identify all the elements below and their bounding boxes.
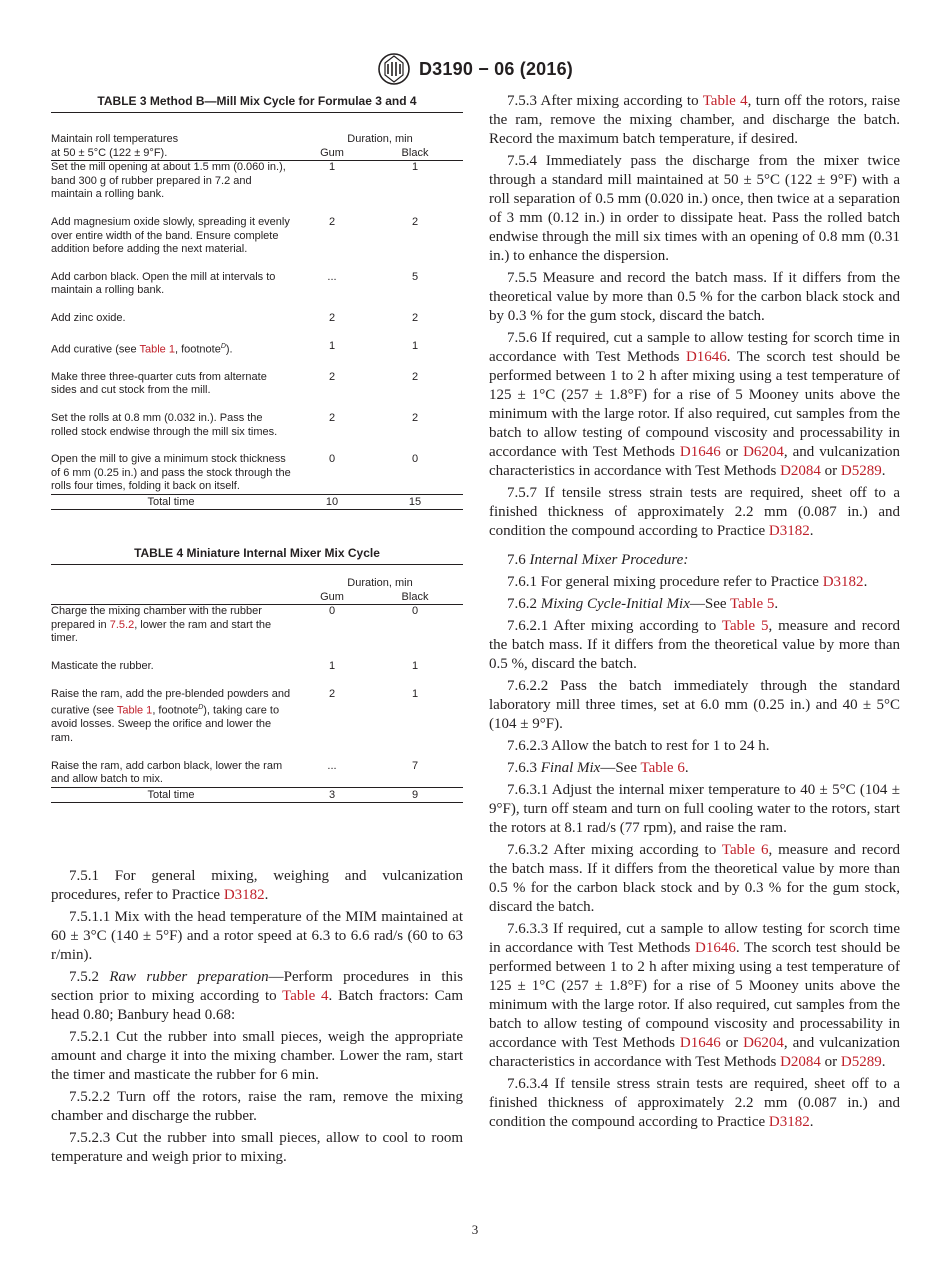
text-run: , measure and record the batch mass. If it differs from the theoretical value by more than 0.5 % for the carbon black stock and by 0.3 % for the gum stock, discard the batch. [489, 842, 901, 915]
text-run: —See [600, 760, 641, 776]
text-run: . [863, 574, 868, 590]
table1-link[interactable]: Table 1 [139, 343, 175, 356]
paragraph-7-5-2-3: 7.5.2.3 Cut the rubber into small pieces, allow to cool to room temperature and weigh prior to mixing. [51, 1129, 463, 1165]
paragraph-7-5-2-1: 7.5.2.1 Cut the rubber into small pieces, weigh the appropriate amount and charge it into the mixing chamber. Lower the ram, start the timer and masticate the rubber for 6 min. [51, 1028, 463, 1083]
table4-top-rule [51, 564, 463, 565]
table4-total-gum: 3 [297, 787, 367, 802]
d3182-link[interactable]: D3182 [768, 523, 810, 539]
text-run: . [774, 596, 779, 612]
paragraph-7-5-6 [489, 329, 900, 481]
text-run: . The scorch test should be performed between 1 to 2 h after mixing using a test temperature of 125 ± 1°C (257 ± 1.8°F) for a rise of 5 Mooney units above the minimum with the large rotor. If also required, cut samples from the batch to allow testing of compound viscosity and processability in accordance with Test Methods [489, 940, 900, 1051]
paragraph-7-5-4: 7.5.4 Immediately pass the discharge from the mixer twice through a standard mill maintained at 50 ± 5°C (122 ± 9°F) with a roll separation of 0.5 mm (0.020 in.) once, then twice at a separation of 3 mm (0.12 in.) in order to dissipate heat. Pass the rolled batch endwise through the mill six times with an opening of 0.8 mm (0.31 in.) to enhance the dispersion. [489, 153, 900, 264]
d3182-link[interactable]: D3182 [822, 574, 864, 590]
table4-total-label: Total time [51, 787, 297, 802]
d1646-link[interactable]: D1646 [685, 349, 727, 365]
table3-total-gum: 10 [297, 494, 367, 509]
text-run: 7.5.7 If tensile stress strain tests are required, sheet off to a finished thickness of approximately 2.2 mm (0.087 in.) and condition the compound according to Practice [489, 485, 900, 539]
text-run: . [881, 1054, 886, 1070]
page-number: 3 [471, 1222, 479, 1237]
table-row [51, 605, 463, 660]
table-row [51, 760, 463, 788]
table-row [51, 453, 463, 494]
table4-step-black: 1 [411, 687, 419, 700]
paragraph-7-6-2-2: 7.6.2.2 Pass the batch immediately through the standard laboratory mill three times, set at 6.0 mm (0.25 in.) and 40 ± 5°C (104 ± 9°F). [489, 678, 900, 732]
section-7-5-2-link[interactable]: 7.5.2 [109, 618, 135, 631]
text-run: or [820, 1054, 841, 1070]
paragraph-7-6-3-2 [489, 841, 900, 917]
table4-total-row [51, 787, 463, 802]
paragraph-7-5-2 [51, 968, 463, 1025]
table3-total-black: 15 [367, 494, 463, 509]
table3-step-gum: 0 [328, 453, 336, 466]
table3-head-duration: Duration, min [347, 133, 413, 145]
table3-head-gum: Gum [297, 147, 367, 161]
text-run: 7.6 [507, 552, 530, 568]
text-run-italic: Internal Mixer Procedure: [529, 552, 689, 568]
table1-link[interactable]: Table 1 [116, 704, 153, 717]
text-run: ), taking care to avoid losses. Sweep the orifice and lower the ram. [51, 704, 280, 744]
paragraph-7-6-3 [489, 759, 900, 778]
text-run: or [820, 463, 841, 479]
text-run: 7.5.1 For general mixing, weighing and vulcanization procedures, refer to Practice [51, 867, 463, 903]
paragraph-7-5-3 [489, 92, 900, 149]
table4-head-gum: Gum [297, 591, 367, 605]
d1646-link[interactable]: D1646 [695, 940, 736, 956]
table-row [51, 412, 463, 453]
text-run: , and vulcanization characteristics in accordance with Test Methods [489, 1035, 900, 1070]
text-run: 7.6.1 For general mixing procedure refer to Practice [507, 574, 823, 590]
table3-step-black: 5 [411, 270, 419, 283]
text-run: , measure and record the batch mass. If it differs from the theoretical value by more than 0.5 %, discard the batch. [489, 618, 901, 672]
paragraph-7-6-3-4 [489, 1075, 900, 1132]
table3-step-gum: 1 [328, 339, 336, 352]
d3182-link[interactable]: D3182 [768, 1114, 810, 1130]
paragraph-7-6-2-3: 7.6.2.3 Allow the batch to rest for 1 to 24 h. [507, 738, 770, 754]
table4-header-row-1 [51, 577, 463, 591]
text-run-italic: Raw rubber preparation [109, 968, 269, 985]
table3-step-black: 2 [411, 311, 419, 324]
text-run-italic: Mixing Cycle-Initial Mix [540, 596, 690, 612]
page-header [0, 52, 950, 86]
table5-link[interactable]: Table 5 [730, 596, 775, 612]
text-run: . Batch fractors: Cam head 0.80; Banbury head 0.68: [51, 987, 463, 1023]
table4-link[interactable]: Table 4 [282, 987, 329, 1004]
table4-link[interactable]: Table 4 [702, 93, 748, 109]
table3-step-black: 0 [411, 453, 419, 466]
table3-step-black: 1 [411, 339, 419, 352]
table4-step-text: Masticate the rubber. [51, 659, 154, 672]
text-run: —See [689, 596, 731, 612]
table3-step-gum: 2 [328, 215, 336, 228]
table3-step-text: Add carbon black. Open the mill at intervals to maintain a rolling bank. [51, 270, 276, 297]
paragraph-7-6-3-1: 7.6.3.1 Adjust the internal mixer temperature to 40 ± 5°C (104 ± 9°F), turn off steam and turn on full cooling water to the rotors, start the rotors at 8.1 rad/s (77 rpm), and raise the ram. [489, 782, 900, 836]
table3-step-text: Make three three-quarter cuts from alternate sides and cut stock from the mill. [51, 370, 267, 397]
table3-step-black: 1 [411, 161, 419, 174]
paragraph-7-6-2 [489, 595, 900, 614]
d1646-link[interactable]: D1646 [679, 1035, 721, 1051]
paragraph-7-5-1 [51, 867, 463, 905]
text-run: Add curative (see [51, 343, 140, 356]
d2084-link[interactable]: D2084 [780, 463, 821, 479]
table4-step-text: Raise the ram, add carbon black, lower the ram and allow batch to mix. [51, 759, 283, 786]
text-run-italic: Final Mix [540, 760, 601, 776]
d5289-link[interactable]: D5289 [840, 463, 882, 479]
table3-head-left-1: Maintain roll temperatures [51, 133, 179, 145]
text-run: . The scorch test should be performed between 1 to 2 h after mixing using a test temperature of 125 ± 1°C (257 ± 1.8°F) for a rise of 5 Mooney units above the minimum with the large rotor. If also required, cut samples from the batch to allow testing of compound viscosity and processability in accordance with Test Methods [489, 349, 900, 460]
paragraph-7-5-1-1: 7.5.1.1 Mix with the head temperature of the MIM maintained at 60 ± 3°C (140 ± 5°F) and a rotor speed at 6.3 to 6.6 rad/s (60 to 63 r/min). [51, 908, 463, 963]
table3-header-row-1 [51, 133, 463, 147]
table-row [51, 312, 463, 340]
table3-head-left-2: at 50 ± 5°C (122 ± 9°F). [51, 147, 297, 161]
table3-step-text: Set the mill opening at about 1.5 mm (0.060 in.), band 300 g of rubber prepared in 7.2 and maintain a rolling bank. [51, 161, 286, 201]
text-run: , and vulcanization characteristics in accordance with Test Methods [489, 444, 900, 479]
text-run: 7.5.6 If required, cut a sample to allow testing for scorch time in accordance with Test Methods [489, 330, 900, 365]
d2084-link[interactable]: D2084 [780, 1054, 821, 1070]
text-run: 7.6.3 [507, 760, 541, 776]
text-run: —Perform procedures in this section prior to mixing according to [51, 968, 464, 1004]
footnote-mark: D [220, 342, 226, 350]
text-run: . [264, 886, 269, 903]
text-run: Charge the mixing chamber with the rubber prepared in [51, 605, 262, 631]
text-run: Raise the ram, add the pre-blended powders and curative (see [51, 687, 291, 717]
right-column [489, 92, 900, 1135]
text-run: 7.6.2.1 After mixing according to [507, 618, 722, 634]
astm-logo-icon [377, 52, 411, 86]
d6204-link[interactable]: D6204 [743, 444, 784, 460]
table3-step-gum: 2 [328, 311, 336, 324]
table3-total-row [51, 494, 463, 509]
table-row [51, 271, 463, 312]
text-run: . [684, 760, 689, 776]
table6-link[interactable]: Table 6 [721, 842, 769, 858]
paragraph-7-5-2-2: 7.5.2.2 Turn off the rotors, raise the ram, remove the mixing chamber and discharge the rubber. [51, 1088, 463, 1124]
table4-total-black: 9 [367, 787, 463, 802]
text-run: . [809, 1114, 814, 1130]
table3-header-row-2 [51, 147, 463, 161]
section-heading-7-6 [489, 551, 900, 570]
table6-link[interactable]: Table 6 [640, 760, 685, 776]
paragraph-7-5-5: 7.5.5 Measure and record the batch mass. If it differs from the theoretical value by more than 0.5 % for the carbon black stock and by 0.3 % for the gum stock, discard the batch. [489, 270, 900, 324]
table3 [51, 133, 463, 510]
left-column [51, 92, 463, 1170]
text-run: , footnote [174, 343, 221, 356]
table4-header-row-2 [51, 591, 463, 605]
document-title: D3190 − 06 (2016) [418, 58, 573, 79]
table4-title: TABLE 4 Miniature Internal Mixer Mix Cycle [134, 545, 380, 560]
table4-step-black: 1 [411, 659, 419, 672]
d3182-link[interactable]: D3182 [223, 886, 265, 903]
text-run: , footnote [152, 704, 199, 717]
table3-step-text [51, 340, 297, 371]
text-run: 7.6.3.3 If required, cut a sample to allow testing for scorch time in accordance with Test Methods [489, 921, 900, 956]
table-row [51, 340, 463, 371]
table4-step-gum: ... [327, 759, 337, 772]
table-row [51, 216, 463, 271]
paragraph-7-6-2-1 [489, 617, 900, 674]
table3-step-text: Set the rolls at 0.8 mm (0.032 in.). Pass the rolled stock endwise through the mill six times. [51, 411, 278, 438]
table-row [51, 161, 463, 216]
table4-step-black: 0 [411, 605, 419, 618]
paragraph-7-5-7 [489, 484, 900, 541]
text-run: ). [225, 343, 233, 356]
table3-step-black: 2 [411, 411, 419, 424]
text-run: or [720, 444, 744, 460]
table3-step-gum: ... [327, 270, 337, 283]
text-run: 7.6.3.2 After mixing according to [507, 842, 722, 858]
text-run: , turn off the rotors, raise the ram, remove the mixing chamber, and discharge the batch. Record the maximum batch temperature, if desired. [489, 93, 900, 147]
table3-step-gum: 2 [328, 370, 336, 383]
table4-step-black: 7 [411, 759, 419, 772]
table4-step-gum: 1 [328, 659, 336, 672]
paragraph-7-6-3-3 [489, 920, 900, 1072]
text-run: or [720, 1035, 744, 1051]
table3-step-gum: 1 [328, 161, 336, 174]
table3-top-rule [51, 112, 463, 113]
table4 [51, 577, 463, 803]
d1646-link[interactable]: D1646 [679, 444, 721, 460]
table-row [51, 688, 463, 760]
d5289-link[interactable]: D5289 [840, 1054, 882, 1070]
table3-step-black: 2 [411, 370, 419, 383]
footnote-mark: D [198, 704, 204, 712]
table3-title: TABLE 3 Method B—Mill Mix Cycle for Formulae 3 and 4 [97, 94, 417, 108]
text-run: 7.6.2 [507, 596, 541, 612]
table4-step-gum: 2 [328, 687, 336, 700]
table3-step-text: Add zinc oxide. [51, 311, 126, 324]
paragraph-7-6-1 [489, 573, 900, 592]
left-body-text [51, 867, 463, 1167]
table4-head-black: Black [367, 591, 463, 605]
table3-step-black: 2 [411, 215, 419, 228]
text-run: 7.6.3.4 If tensile stress strain tests are required, sheet off to a finished thickness of approximately 2.2 mm (0.087 in.) and condition the compound according to Practice [489, 1076, 900, 1130]
table3-head-black: Black [367, 147, 463, 161]
d6204-link[interactable]: D6204 [743, 1035, 784, 1051]
table4-head-duration: Duration, min [347, 576, 413, 589]
table4-step-text [51, 605, 297, 660]
table3-step-text: Add magnesium oxide slowly, spreading it evenly over entire width of the band. Ensure complete addition before adding the next material. [51, 215, 290, 256]
table4-step-gum: 0 [328, 605, 336, 618]
text-run: , lower the ram and start the timer. [51, 618, 272, 645]
table3-step-text: Open the mill to give a minimum stock thickness of 6 mm (0.25 in.) and pass the stock through the rolls four times, folding it back on itself. [51, 453, 291, 493]
text-run: . [881, 463, 886, 479]
table3-step-gum: 2 [328, 411, 336, 424]
text-run: 7.5.3 After mixing according to [507, 93, 703, 109]
text-run: . [809, 523, 814, 539]
table-row [51, 660, 463, 688]
table3-total-label: Total time [51, 494, 297, 509]
table5-link[interactable]: Table 5 [721, 618, 769, 634]
table-row [51, 371, 463, 412]
table4-step-text [51, 688, 297, 760]
text-run: 7.5.2 [69, 968, 110, 985]
